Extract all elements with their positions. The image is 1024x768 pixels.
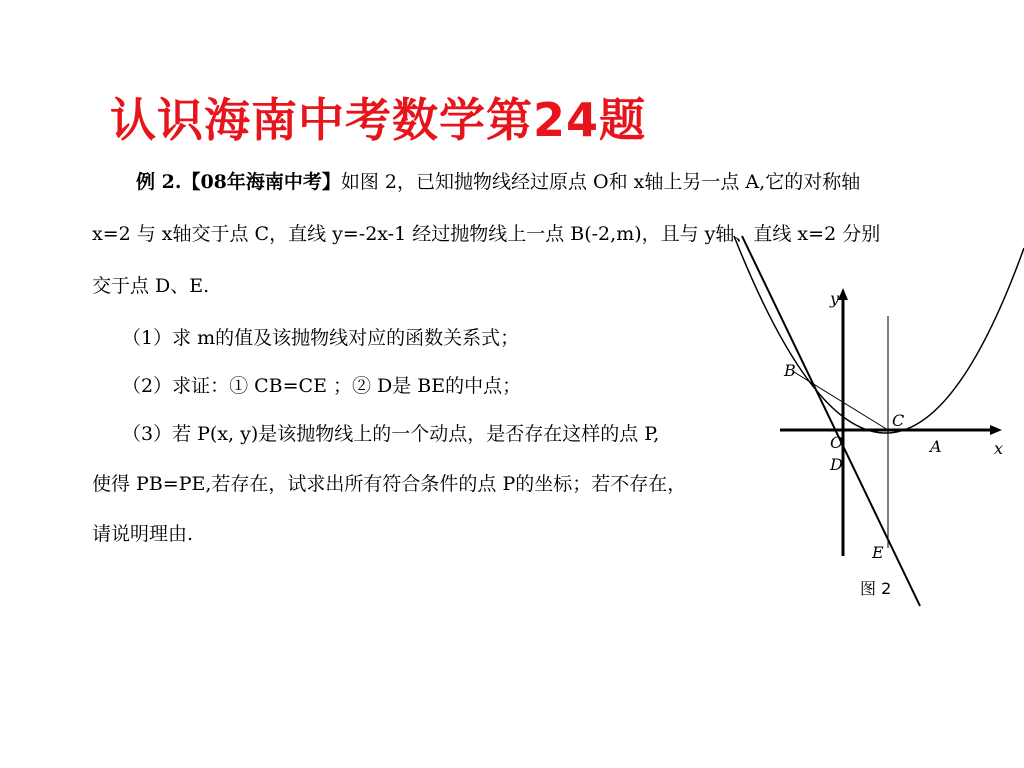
label-y: y — [830, 289, 840, 308]
label-d: D — [830, 455, 843, 474]
label-a: A — [930, 437, 942, 456]
question-3-line-1: （3）若 P(x, y)是该抛物线上的一个动点，是否存在这样的点 P, — [122, 423, 660, 445]
segment-bc — [794, 372, 888, 430]
problem-line-1 — [136, 170, 860, 194]
page-title: 认识海南中考数学第24题 — [110, 93, 647, 147]
question-3-line-2: 使得 PB=PE,若存在，试求出所有符合条件的点 P的坐标；若不存在， — [92, 473, 687, 495]
question-2: （2）求证：① CB=CE ；② D是 BE的中点； — [122, 375, 522, 397]
question-1: （1）求 m的值及该抛物线对应的函数关系式； — [122, 327, 520, 349]
figure-2 — [720, 230, 1024, 620]
problem-intro: 如图 2，已知抛物线经过原点 O和 x轴上另一点 A,它的对称轴 — [340, 171, 861, 193]
y-axis-arrow — [838, 288, 848, 300]
problem-line-3: 交于点 D、E. — [92, 275, 210, 297]
x-axis-arrow — [990, 425, 1002, 435]
label-c: C — [892, 411, 905, 430]
parabola — [734, 236, 1024, 433]
figure-caption: 图 2 — [860, 579, 892, 598]
label-e: E — [872, 543, 884, 562]
problem-header: 例 2.【08年海南中考】 — [136, 171, 341, 193]
label-o: O — [830, 433, 844, 452]
problem-line-2: x=2 与 x轴交于点 C，直线 y=-2x-1 经过抛物线上一点 B(-2,m)，且与 y轴、直线 x=2 分别 — [92, 223, 881, 245]
label-x: x — [994, 439, 1004, 458]
coordinate-figure — [720, 230, 1024, 620]
question-3-line-3: 请说明理由. — [92, 523, 194, 545]
label-b: B — [784, 361, 796, 380]
